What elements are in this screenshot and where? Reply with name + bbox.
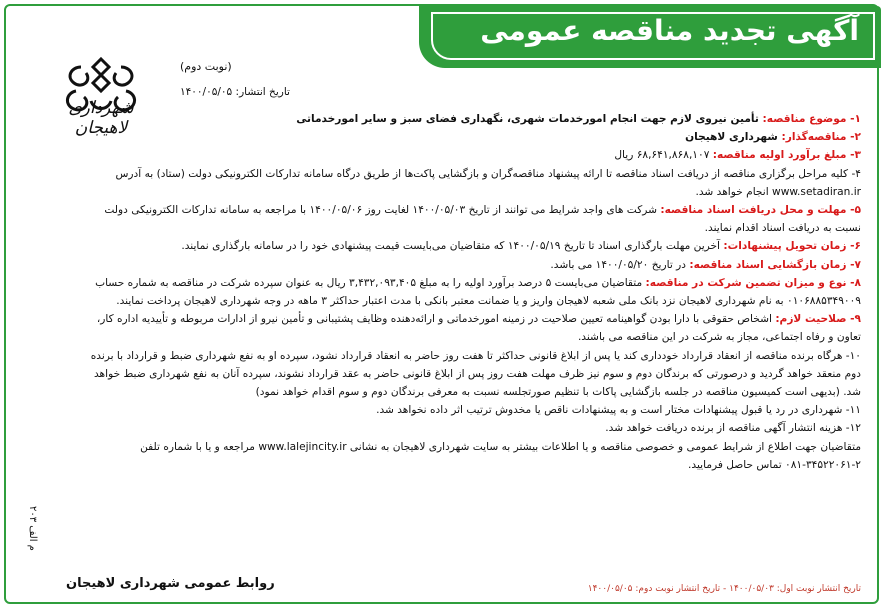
- footer-signature: روابط عمومی شهرداری لاهیجان: [66, 576, 275, 591]
- notice-item-label: ۵- مهلت و محل دریافت اسناد مناقصه:: [660, 204, 861, 217]
- notice-item: [81, 274, 861, 310]
- notice-item: [81, 419, 861, 437]
- notice-item: [81, 438, 861, 474]
- notice-item-label: ۲- مناقصه‌گذار:: [781, 131, 861, 144]
- notice-item-text: در تاریخ ۱۴۰۰/۰۵/۲۰ می باشد.: [550, 258, 690, 271]
- round-label: (نوبت دوم): [180, 60, 232, 73]
- notice-item-label: ۷- زمان بازگشایی اسناد مناقصه:: [689, 258, 861, 271]
- notice-item: [81, 128, 861, 146]
- notice-item: [81, 347, 861, 402]
- notice-item-label: ۶- زمان تحویل پیشنهادات:: [723, 240, 861, 253]
- notice-frame: [4, 4, 879, 604]
- notice-item: [81, 201, 861, 237]
- notice-item: [81, 310, 861, 346]
- notice-item-text: ۱۲- هزینه انتشار آگهی مناقصه از برنده دریافت خواهد شد.: [605, 422, 861, 435]
- notice-item-text: ۱۱- شهرداری در رد یا قبول پیشنهادات مختار است و به پیشنهادات ناقص یا مخدوش ترتیب اثر داده نخواهد شد.: [376, 404, 861, 417]
- notice-item-text: تأمین نیروی لازم جهت انجام امورخدمات شهری، نگهداری فضای سبز و سایر امورخدماتی: [296, 113, 763, 125]
- notice-item-label: ۹- صلاحیت لازم:: [775, 313, 861, 326]
- notice-item: [81, 237, 861, 255]
- notice-item-label: ۳- مبلغ برآورد اولیه مناقصه:: [712, 149, 861, 162]
- notice-item-label: ۸- نوع و میزان تضمین شرکت در مناقصه:: [645, 276, 861, 289]
- notice-title: آگهی تجدید مناقصه عمومی: [480, 14, 859, 47]
- notice-item: [81, 110, 861, 128]
- notice-item-text: شرکت های واجد شرایط می توانند از تاریخ ۱۴۰۰/۰۵/۰۳ لغایت روز ۱۴۰۰/۰۵/۰۶ با مراجعه به سامانه تدارکات الکترونیکی دولت نسبت به دریافت اسناد اقدام نمایند.: [104, 204, 861, 235]
- notice-item-text: متقاضیان جهت اطلاع از شرایط عمومی و خصوصی مناقصه و یا اطلاعات بیشتر به سایت شهرداری لاهیجان به نشانی www.lalejincity.ir مراجعه و یا با شماره تلفن ۲-۳۴۵۲۲۰۶۱-۰۸۱ تماس حاصل فرمایید.: [140, 440, 861, 471]
- footer-publish-dates: تاریخ انتشار نوبت اول: ۱۴۰۰/۰۵/۰۳ - تاریخ انتشار نوبت دوم: ۱۴۰۰/۰۵/۰۵: [587, 584, 861, 594]
- title-banner: [419, 6, 881, 68]
- notice-item: [81, 256, 861, 274]
- notice-item-label: ۱- موضوع مناقصه:: [762, 113, 861, 125]
- side-code: م الف ۲۰۳: [27, 506, 38, 551]
- notice-item: [81, 401, 861, 419]
- notice-item-text: آخرین مهلت بارگذاری اسناد تا تاریخ ۱۴۰۰/۰۵/۱۹ که متقاضیان می‌بایست قیمت پیشنهادی خود را در سامانه بارگذاری نمایند.: [181, 240, 724, 253]
- notice-item: [81, 165, 861, 201]
- notice-item-text: ۴- کلیه مراحل برگزاری مناقصه از دریافت اسناد مناقصه تا ارائه پیشنهاد مناقصه‌گران و بازگشایی پاکت‌ها از طریق درگاه سامانه تدارکات الکترونیکی دولت (ستاد) به آدرس www.setadiran.ir انجام خواهد شد.: [115, 167, 861, 198]
- notice-item-text: اشخاص حقوقی با دارا بودن گواهینامه تعیین صلاحیت در زمینه امورخدماتی و ارائه‌دهنده وظایف پشتیبانی و تأمین نیرو از ادارات مربوطه و تأییدیه اداره کار، تعاون و رفاه اجتماعی، مجاز به شرکت در این مناقصه می باشند.: [96, 313, 861, 344]
- notice-body: [81, 110, 861, 474]
- notice-item-text: شهرداری لاهیجان: [685, 131, 782, 144]
- notice-item-text: ۱۰- هرگاه برنده مناقصه از انعقاد قرارداد خودداری کند یا پس از ابلاغ قانونی حداکثر تا هفت روز حاضر به انعقاد قرارداد نشود، سپرده او به نفع شهرداری ضبط و قرارداد با برنده دوم منعقد خواهد گردید و درصورتی که برندگان دوم و سوم نیز ظرف مهلت هفت روز پس از ابلاغ قانونی حاضر به عقد قرارداد نشوند، سپرده آنان به نفع شهرداری ضبط خواهد شد. (بدیهی است کمیسیون مناقصه در جلسه بازگشایی پاکات با تنظیم صورتجلسه نسبت به معرفی برندگان دوم و سوم اقدام خواهد نمود): [90, 349, 861, 399]
- publish-date: تاریخ انتشار: ۱۴۰۰/۰۵/۰۵: [180, 86, 290, 98]
- notice-item: [81, 146, 861, 164]
- notice-item-text: ۶۸,۶۴۱,۸۶۸,۱۰۷ ریال: [614, 149, 713, 162]
- logo-caption: شهرداری لاهیجان: [68, 98, 134, 138]
- notice-item-text: متقاضیان می‌بایست ۵ درصد برآورد اولیه را به مبلغ ۳,۴۳۲,۰۹۳,۴۰۵ ریال به عنوان سپرده شرکت در مناقصه به شماره حساب ۰۱۰۶۸۸۵۳۴۹۰۰۹ به نام شهرداری لاهیجان نزد بانک ملی شعبه لاهیجان واریز و یا ضمانت معتبر بانکی با مدت اعتبار حداکثر ۳ ماهه در وجه شهرداری لاهیجان پرداخت نمایند.: [95, 276, 861, 308]
